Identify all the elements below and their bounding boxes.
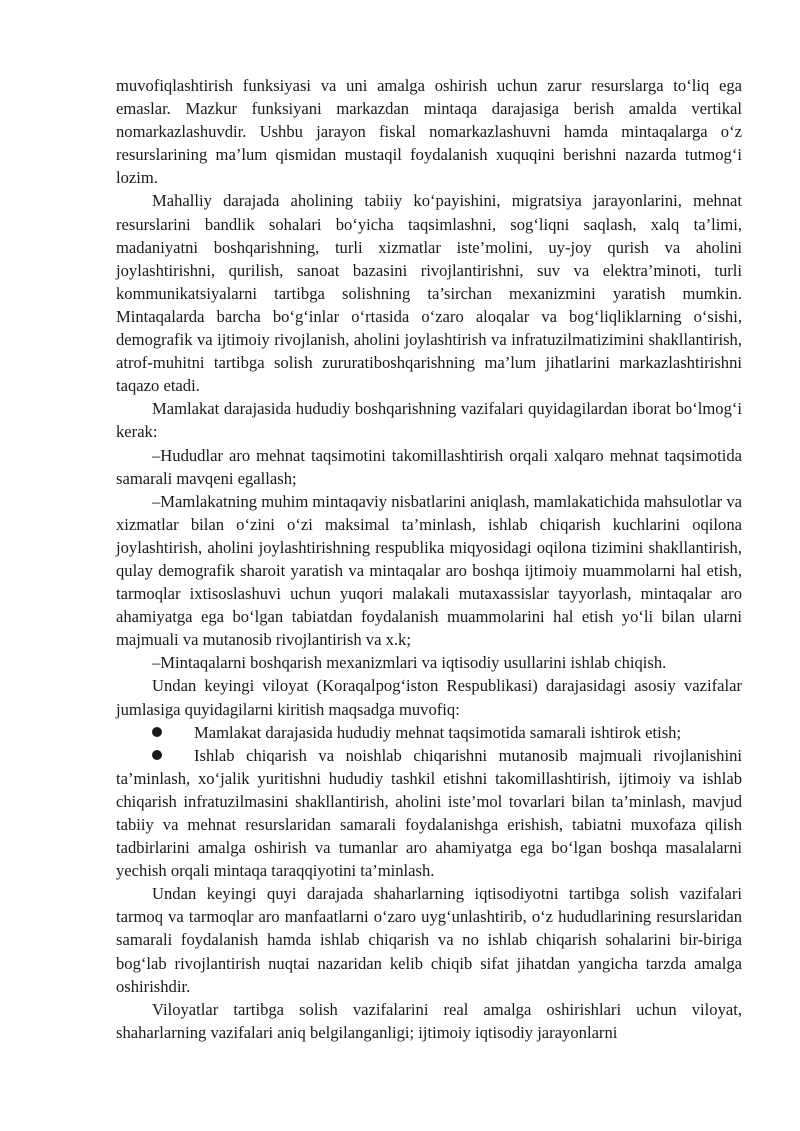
list-item-3: –Mintaqalarni boshqarish mexanizmlari va iqtisodiy usullarini ishlab chiqish.: [152, 653, 667, 673]
bullet-text: Mamlakat darajasida hududiy mehnat taqsimotida samarali ishtirok etish;: [194, 722, 682, 742]
bullet-text: Ishlab chiqarish va noishlab chiqarishni mutanosib majmuali rivojlanishini ta’minlash, xo‘jalik yuritishni hududiy tashkil etishni takomillashtirish, ijtimoiy va ishlab chiqarish infratuzilmasini shakllantirish, aholini iste’mol tovarlari bilan ta’minlash, mavjud tabiiy va mehnat resurslaridan samarali foydalanishga erishish, tabiatni muxofaza qilish tadbirlarini amalga oshirish va tumanlar aro ahamiyatga ega bo‘lgan boshqa masalalarni yechish orqali mintaqa taraqqiyotini ta’minlash.: [116, 745, 742, 881]
paragraph-1: muvofiqlashtirish funksiyasi va uni amalga oshirish uchun zarur resurslarga to‘liq ega emaslar. Mazkur funksiyani markazdan mintaqa darajasiga berish amalda vertikal nomarkazlashuvdir. Ushbu jarayon fiskal nomarkazlashuvni hamda mintaqalarga o‘z resurslarining ma’lum qismidan mustaqil foydalanish xuquqini berishni nazarda tutmog‘i lozim.: [116, 76, 742, 188]
paragraph-2: Mahalliy darajada aholining tabiiy ko‘payishini, migratsiya jarayonlarini, mehnat resurslarini bandlik sohalari bo‘yicha taqsimlashni, sog‘liqni saqlash, xalq ta’limi, madaniyatni boshqarishning, turli xizmatlar iste’molini, uy-joy qurish va aholini joylashtirishni, qurilish, sanoat bazasini rivojlantirishni, suv va elektra’minoti, turli kommunikatsiyalarni tartibga solishning ta’sirchan mexanizmini yaratish mumkin. Mintaqalarda barcha bo‘g‘inlar o‘rtasida o‘zaro aloqalar va bog‘liqliklarning o‘sishi, demografik va ijtimoiy rivojlanish, aholini joylashtirish va infratuzilmatizimini shakllantirish, atrof-muhitni tartibga solish zururatiboshqarishning ma’lum jihatlarini markazlashtirishni taqazo etadi.: [116, 191, 742, 396]
bullet-icon: [152, 750, 162, 760]
paragraph-6: Viloyatlar tartibga solish vazifalarini real amalga oshirishlari uchun viloyat, shaharlarning vazifalari aniq belgilanganligi; ijtimoiy iqtisodiy jarayonlarni: [116, 999, 742, 1042]
paragraph-5: Undan keyingi quyi darajada shaharlarning iqtisodiyotni tartibga solish vazifalari tarmoq va tarmoqlar aro manfaatlarni o‘zaro uyg‘unlashtirib, o‘z hududlarining resurslaridan samarali foydalanish hamda ishlab chiqarish va no ishlab chiqarish sohalarini bir-biriga bog‘lab rivojlantirish nuqtai nazaridan kelib chiqib sifat jihatdan yangicha tarzda amalga oshirishdir.: [116, 884, 742, 996]
paragraph-4: Undan keyingi viloyat (Koraqalpog‘iston Respublikasi) darajasidagi asosiy vazifalar jumlasiga quyidagilarni kiritish maqsadga muvofiq:: [116, 676, 742, 719]
list-item-1: –Hududlar aro mehnat taqsimotini takomillashtirish orqali xalqaro mehnat taqsimotida samarali mavqeni egallash;: [116, 445, 742, 488]
bullet-item-1: [116, 721, 742, 744]
bullet-item-2: [116, 744, 742, 883]
document-page: [116, 74, 742, 1044]
paragraph-3: Mamlakat darajasida hududiy boshqarishning vazifalari quyidagilardan iborat bo‘lmog‘i kerak:: [116, 399, 742, 442]
list-item-2: –Mamlakatning muhim mintaqaviy nisbatlarini aniqlash, mamlakatichida mahsulotlar va xizmatlar bilan o‘zini o‘zi maksimal ta’minlash, ishlab chiqarish kuchlarini oqilona joylashtirish, aholini joylashtirishning respublika miqyosidagi oqilona tizimini shakllantirish, qulay demografik sharoit yaratish va mintaqalar aro boshqa ijtimoiy muammolarni hal etish, tarmoqlar ixtisoslashuvi uchun yuqori malakali mutaxassislar tayyorlash, mintaqalar aro ahamiyatga ega bo‘lgan tabiatdan foydalanish muammolarini hal etish yo‘li bilan ularni majmuali va mutanosib rivojlantirish va x.k;: [116, 491, 742, 650]
bullet-icon: [152, 727, 162, 737]
